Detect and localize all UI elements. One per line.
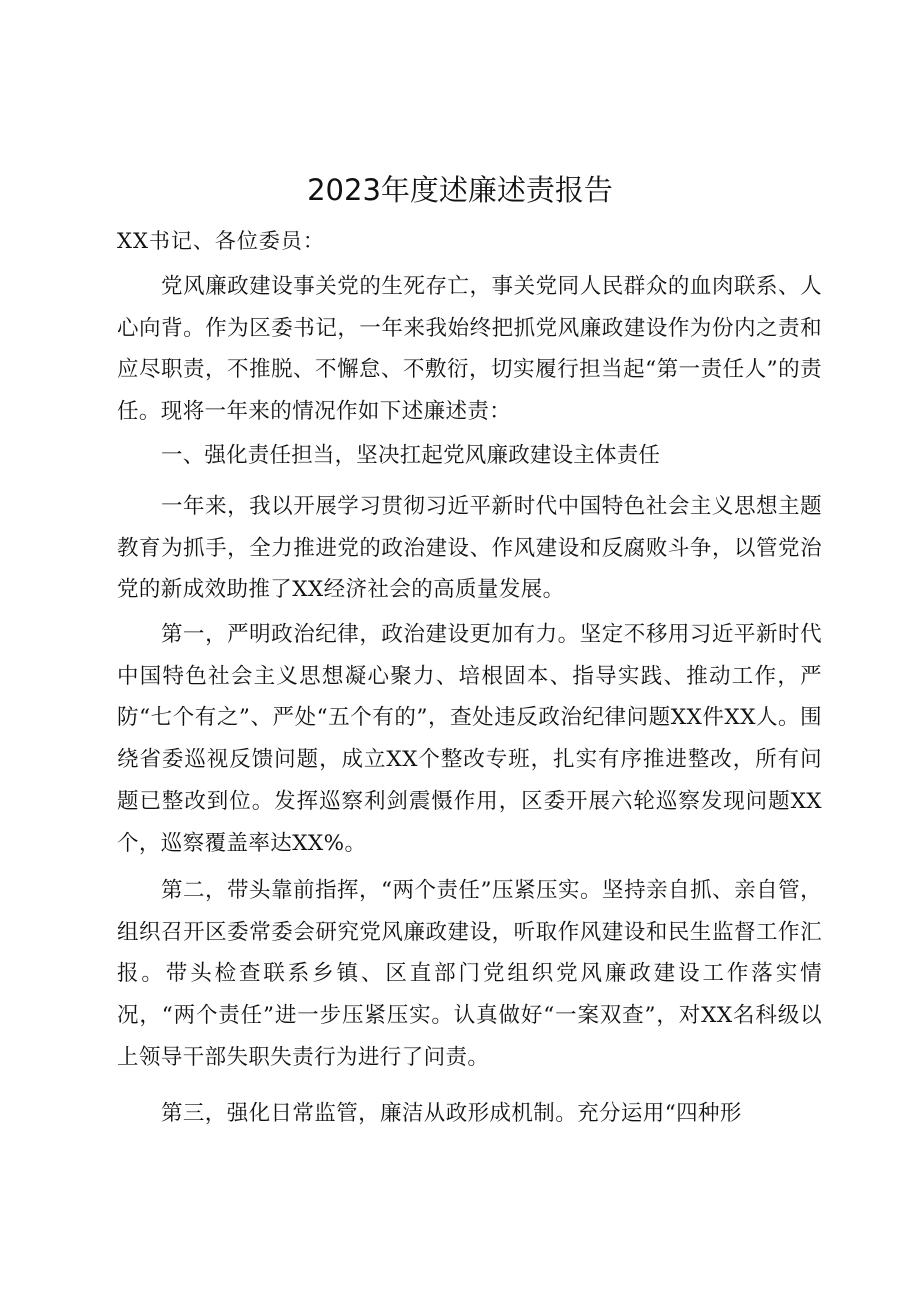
paragraph-section1-intro: 一年来，我以开展学习贯彻习近平新时代中国特色社会主义思想主题教育为抓手，全力推进党的政治建设、作风建设和反腐败斗争，以管党治党的新成效助推了XX经济社会的高质量发展。 <box>117 494 822 603</box>
section-heading-1: 一、强化责任担当，坚决扛起党风廉政建设主体责任 <box>161 443 661 468</box>
salutation: XX书记、各位委员： <box>117 229 325 253</box>
document-title: 2023年度述廉述责报告 <box>307 173 613 207</box>
paragraph-point-2: 第二，带头靠前指挥，“两个责任”压紧压实。坚持亲自抓、亲自管，组织召开区委常委会研究党风廉政建设，听取作风建设和民生监督工作汇报。带头检查联系乡镇、区直部门党组织党风廉政建设工作落实情况，“两个责任”进一步压紧压实。认真做好“一案双查”，对XX名科级以上领导干部失职失责行为进行了问责。 <box>117 878 822 1070</box>
paragraph-point-1: 第一，严明政治纪律，政治建设更加有力。坚定不移用习近平新时代中国特色社会主义思想凝心聚力、培根固本、指导实践、推动工作，严防“七个有之”、严处“五个有的”，查处违反政治纪律问题XX件XX人。围绕省委巡视反馈问题，成立XX个整改专班，扎实有序推进整改，所有问题已整改到位。发挥巡察利剑震慑作用，区委开展六轮巡察发现问题XX个，巡察覆盖率达XX%。 <box>117 622 822 856</box>
paragraph-intro: 党风廉政建设事关党的生死存亡，事关党同人民群众的血肉联系、人心向背。作为区委书记，一年来我始终把抓党风廉政建设作为份内之责和应尽职责，不推脱、不懈怠、不敷衍，切实履行担当起“第一责任人”的责任。现将一年来的情况作如下述廉述责： <box>117 274 822 425</box>
paragraph-point-3: 第三，强化日常监管，廉洁从政形成机制。充分运用“四种形 <box>161 1101 742 1126</box>
